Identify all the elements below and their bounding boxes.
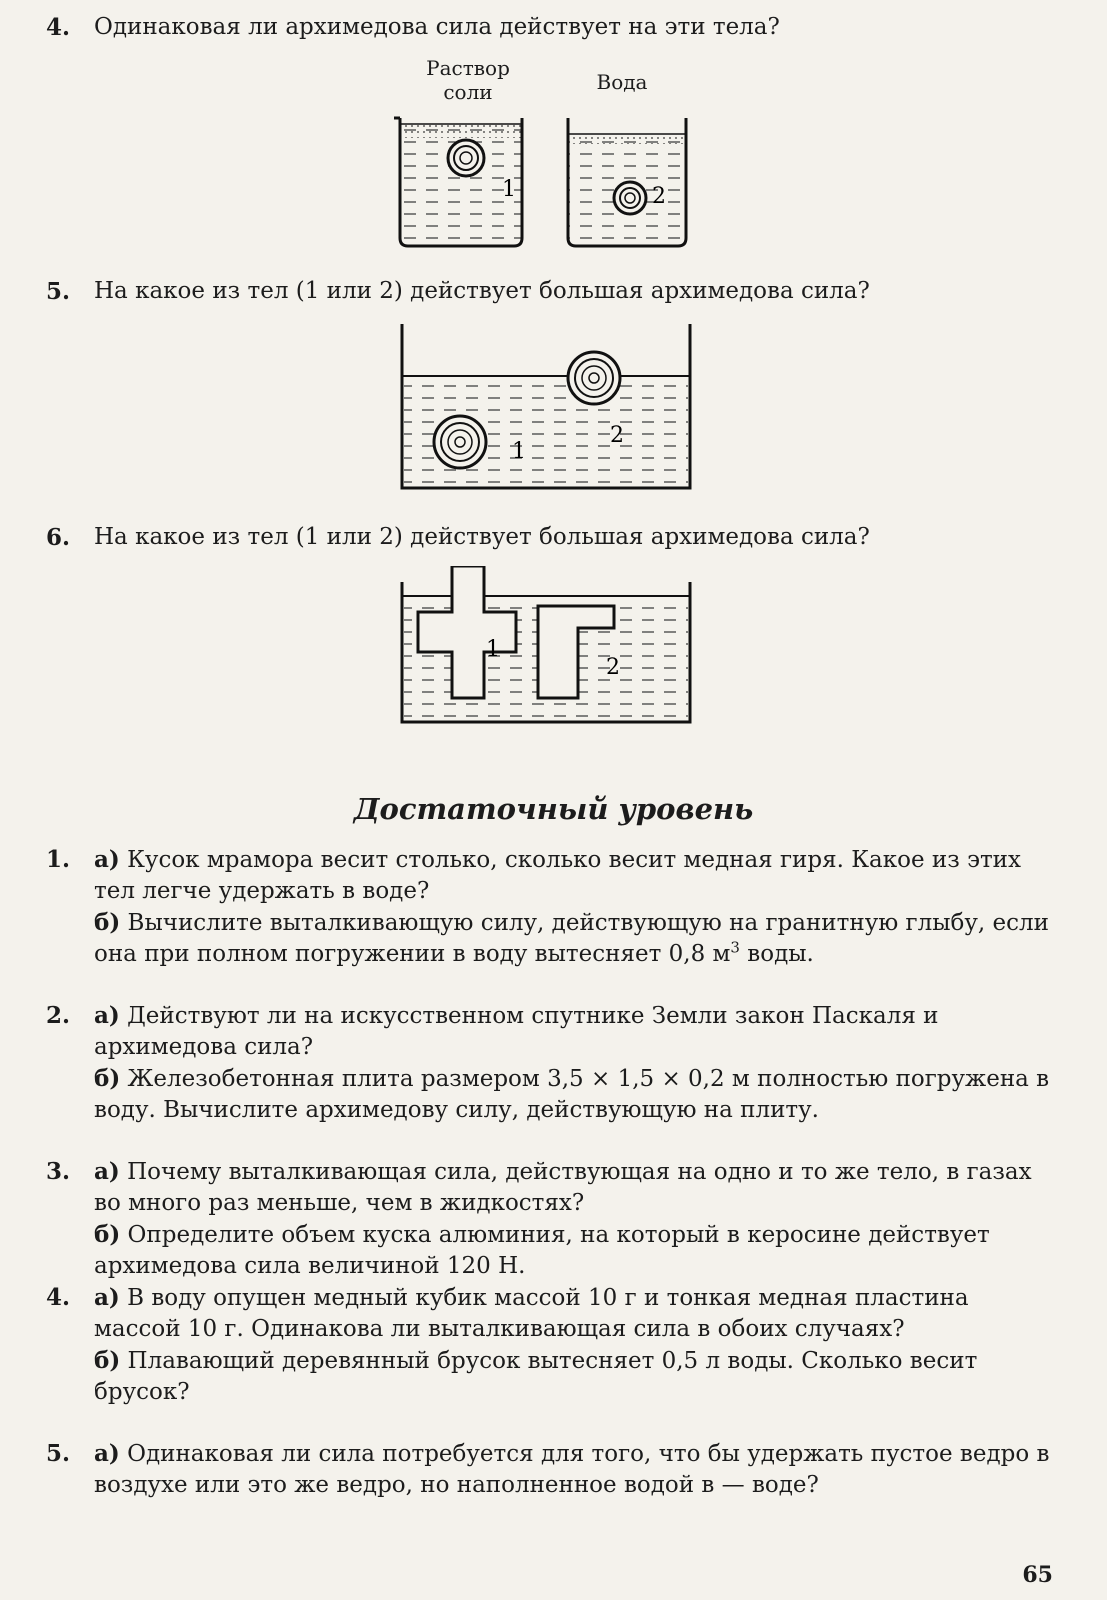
task-3 [46,1156,1056,1282]
body-2-label: 2 [610,423,624,448]
question-number: 4. [46,14,71,41]
task-2 [46,1000,1056,1126]
figure-tank-with-blocks [398,566,698,746]
body-2-label: 2 [606,655,620,680]
task-number: 4. [46,1284,71,1311]
figure-large-tank [398,320,698,500]
body-2-label: 2 [652,184,666,209]
task-number: 3. [46,1158,71,1185]
figure-two-beakers [380,100,700,260]
task-5 [46,1438,1056,1501]
task-number: 2. [46,1002,71,1029]
task-3-part-b: б) Определите объем куска алюминия, на который в керосине действует архимедова сила величиной 120 Н. [94,1221,990,1279]
body-1-label: 1 [486,637,500,662]
body-2-submerged-ball [614,182,646,214]
page-number: 65 [1022,1562,1053,1588]
label-water: Вода [596,70,648,94]
task-3-part-a: а) Почему выталкивающая сила, действующая на одно и то же тело, в газах во много раз меньше, чем в жидкостях? [94,1158,1032,1216]
task-5-part-a: а) Одинаковая ли сила потребуется для того, что бы удержать пустое ведро в воздухе или это же ведро, но наполненное водой в — воде? [94,1440,1050,1498]
task-4 [46,1282,1056,1408]
task-number: 1. [46,846,71,873]
task-number: 5. [46,1440,71,1467]
body-1-floating-ball [448,140,484,176]
body-1-submerged-ball [434,416,486,468]
body-1-label: 1 [512,439,526,464]
task-1-part-b: б) Вычислите выталкивающую силу, действующую на гранитную глыбу, если она при полном погружении в воду вытесняет 0,8 $м^3$ воды. [94,909,1049,967]
question-6 [46,522,1056,553]
label-salt-solution: Раствор соли [426,56,510,104]
task-4-part-b: б) Плавающий деревянный брусок вытесняет 0,5 л воды. Сколько весит брусок? [94,1347,978,1405]
body-2-floating-ball [568,352,620,404]
question-number: 6. [46,524,71,551]
task-1 [46,844,1056,970]
question-text: На какое из тел (1 или 2) действует большая архимедова сила? [94,524,870,550]
task-1-part-a: а) Кусок мрамора весит столько, сколько весит медная гиря. Какое из этих тел легче удержать в воде? [94,846,1021,904]
beaker-water [568,118,686,246]
task-4-part-a: а) В воду опущен медный кубик массой 10 г и тонкая медная пластина массой 10 г. Одинакова ли выталкивающая сила в обоих случаях? [94,1284,969,1342]
question-5 [46,276,1056,307]
task-2-part-b: б) Железобетонная плита размером 3,5 × 1,5 × 0,2 м полностью погружена в воду. Вычислите архимедову силу, действующую на плиту. [94,1065,1050,1123]
question-4 [46,12,1056,43]
question-text: Одинаковая ли архимедова сила действует на эти тела? [94,14,780,40]
task-2-part-a: а) Действуют ли на искусственном спутнике Земли закон Паскаля и архимедова сила? [94,1002,939,1060]
question-text: На какое из тел (1 или 2) действует большая архимедова сила? [94,278,870,304]
question-number: 5. [46,278,71,305]
section-heading: Достаточный уровень [353,792,754,826]
body-1-label: 1 [502,177,516,202]
